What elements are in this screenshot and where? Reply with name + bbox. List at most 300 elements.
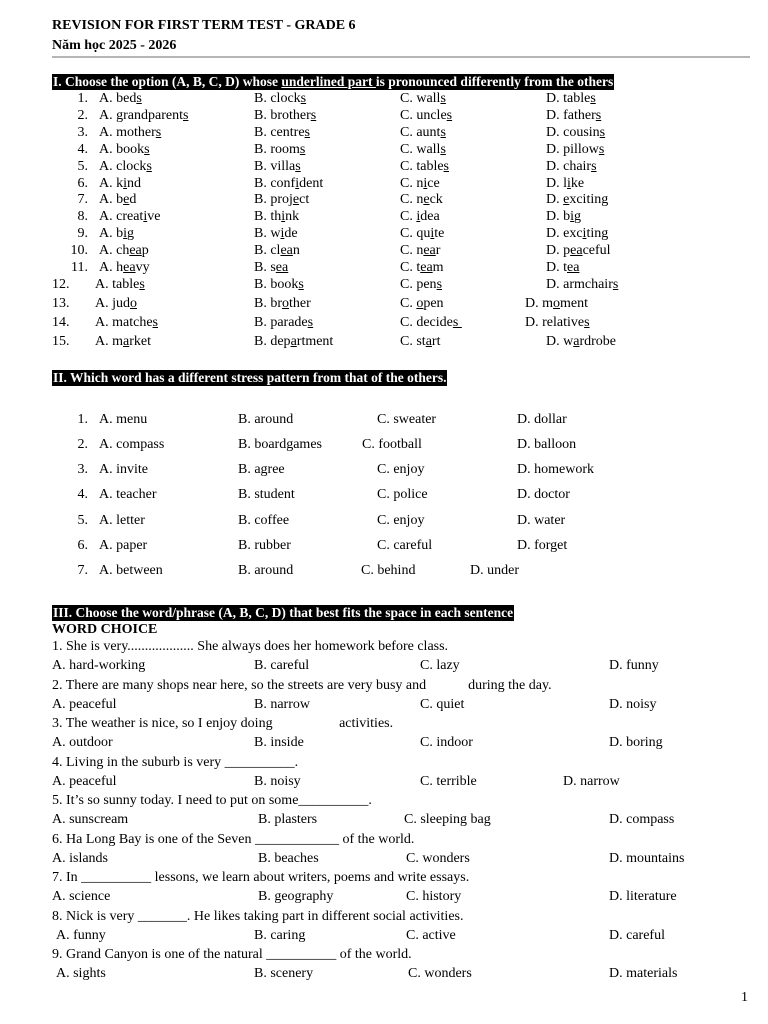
underlined-part: i (416, 209, 421, 224)
answer-option: C. terrible (420, 774, 477, 789)
answer-option: A. compass (99, 437, 165, 452)
answer-option (546, 225, 608, 242)
option-text: A. mother (99, 125, 156, 140)
underlined-part: ea (280, 243, 293, 258)
option-text-rest: ment (560, 296, 588, 311)
answer-option: B. coffee (238, 513, 290, 528)
option-text: A. b (99, 192, 124, 207)
underlined-part: s (295, 159, 301, 174)
answer-option (400, 175, 440, 192)
question-number: 1. (77, 91, 88, 106)
answer-option: C. lazy (420, 658, 460, 673)
option-text: C. n (400, 176, 424, 191)
answer-option: A. letter (99, 513, 145, 528)
question-number: 13. (52, 296, 70, 311)
option-text: D. p (546, 243, 571, 258)
answer-option: A. sights (56, 966, 106, 981)
option-text: C. st (400, 334, 426, 349)
question-number: 7. (77, 563, 88, 578)
answer-option: B. inside (254, 735, 304, 750)
answer-option (400, 191, 443, 208)
answer-option: D. funny (609, 658, 659, 673)
option-text-rest: ce (427, 176, 440, 191)
answer-option: D. dollar (517, 412, 567, 427)
question-row (0, 208, 768, 225)
question-row (0, 191, 768, 208)
answer-option (254, 191, 309, 208)
underlined-part: e (563, 192, 570, 207)
answer-option (400, 141, 446, 158)
answer-option: A. paper (99, 538, 148, 553)
answer-option (254, 175, 323, 192)
question-number: 1. (77, 412, 88, 427)
answer-option (99, 158, 152, 175)
question-row (0, 124, 768, 141)
option-text: B. conf (254, 176, 296, 191)
answer-option: A. between (99, 563, 163, 578)
sentence: 1. She is very................... She always does her homework before class. (52, 639, 449, 654)
option-text-rest: p (141, 243, 149, 258)
answer-option: B. caring (254, 928, 306, 943)
option-text: B. villa (254, 159, 296, 174)
option-text: D. armchair (546, 277, 613, 292)
question-number: 4. (77, 487, 88, 502)
underlined-part: s (146, 159, 152, 174)
underlined-part: s (612, 277, 619, 292)
option-text-rest: dea (420, 209, 440, 224)
question-number: 6. (77, 176, 88, 191)
option-text: A. creat (99, 209, 144, 224)
answer-option: B. agree (238, 462, 285, 477)
section-2-title: II. Which word has a different stress pattern from that of the others. (53, 370, 447, 385)
underlined-part: i (123, 226, 128, 241)
answer-option: C. enjoy (377, 513, 425, 528)
question-number: 11. (71, 260, 88, 275)
underlined-part: ea (420, 260, 433, 275)
option-text: C. aunt (400, 125, 441, 140)
answer-option (546, 124, 605, 141)
underlined-part: s (440, 91, 446, 106)
underlined-part: a (123, 334, 130, 349)
answer-option (546, 158, 597, 175)
answer-option: B. noisy (254, 774, 301, 789)
answer-option: A. peaceful (52, 697, 117, 712)
option-text-rest: ck (429, 192, 443, 207)
option-text-rest: dent (299, 176, 324, 191)
option-text: B. room (254, 142, 300, 157)
page-number: 1 (741, 990, 748, 1005)
question-number: 8. (77, 209, 88, 224)
answer-option: D. homework (517, 462, 594, 477)
underlined-part: e (423, 192, 430, 207)
answer-option (525, 295, 588, 312)
answer-option: A. sunscream (52, 812, 129, 827)
option-text: C. (400, 209, 417, 224)
answer-option (546, 175, 584, 192)
underlined-part: s (299, 142, 306, 157)
answer-option (546, 90, 596, 107)
stress-question-row (0, 461, 768, 478)
question-number: 3. (77, 125, 88, 140)
answer-option (95, 333, 151, 350)
underlined-part: s (155, 125, 162, 140)
question-number: 7. (77, 192, 88, 207)
option-text: B. parade (254, 315, 308, 330)
underlined-part: i (582, 226, 587, 241)
option-text: D. m (525, 296, 553, 311)
underlined-part: s (152, 315, 158, 330)
sentence: 9. Grand Canyon is one of the natural __________ of the world. (52, 947, 412, 962)
question-row (0, 175, 768, 192)
option-text: A. b (99, 226, 124, 241)
option-text-rest: rtment (296, 334, 334, 349)
underlined-part: s (136, 91, 142, 106)
option-text: D. pillow (546, 142, 599, 157)
underlined-part: s (307, 315, 314, 330)
answer-option (546, 333, 616, 350)
option-text: A. jud (95, 296, 130, 311)
answer-option: A. funny (56, 928, 106, 943)
question-number: 4. (77, 142, 88, 157)
answer-option: A. hard-working (52, 658, 146, 673)
option-text: A. m (95, 334, 123, 349)
answer-option (400, 124, 446, 141)
answer-option (99, 208, 160, 225)
answer-option (400, 208, 440, 225)
option-text: D. exc (546, 226, 583, 241)
sentence: 2. There are many shops near here, so the streets are very busy and during the day. (52, 678, 552, 693)
answer-option (254, 295, 311, 312)
answer-row (0, 657, 768, 674)
answer-option (400, 276, 442, 293)
underlined-part: o (130, 296, 137, 311)
document-title: REVISION FOR FIRST TERM TEST - GRADE 6 (52, 18, 356, 33)
underlined-part: s (139, 277, 145, 292)
answer-option (546, 107, 601, 124)
option-text-rest: nk (285, 209, 300, 224)
stress-question-row (0, 436, 768, 453)
option-text: A. book (99, 142, 145, 157)
answer-option (99, 225, 134, 242)
option-text-rest: ther (289, 296, 311, 311)
option-text-rest: xciting (569, 192, 609, 207)
option-text-rest: te (434, 226, 445, 241)
underlined-part: ea (123, 260, 136, 275)
option-text-rest: pen (423, 296, 444, 311)
answer-option (95, 295, 137, 312)
answer-option (99, 242, 149, 259)
option-text-rest: rt (431, 334, 441, 349)
option-text: B. proj (254, 192, 293, 207)
option-text: D. chair (546, 159, 592, 174)
option-text: D. l (546, 176, 567, 191)
option-text-rest: vy (135, 260, 150, 275)
option-text: D. father (546, 108, 596, 123)
question-row (0, 295, 768, 312)
answer-row (0, 888, 768, 905)
underlined-part: o (416, 296, 424, 311)
underlined-part: s (446, 108, 453, 123)
answer-option: C. active (406, 928, 456, 943)
answer-option (254, 124, 310, 141)
option-text: C. pen (400, 277, 437, 292)
underlined-part: o (553, 296, 560, 311)
sentence: 5. It’s so sunny today. I need to put on some__________. (52, 793, 372, 808)
sentence: 3. The weather is nice, so I enjoy doing activities. (52, 716, 394, 731)
question-row (0, 225, 768, 242)
answer-option: D. balloon (517, 437, 577, 452)
answer-option (400, 242, 440, 259)
option-text-rest: m (432, 260, 444, 275)
option-text: A. bed (99, 91, 137, 106)
option-text-rest: r (435, 243, 441, 258)
underlined-part: a (425, 334, 432, 349)
answer-option: B. beaches (258, 851, 319, 866)
answer-option (254, 107, 316, 124)
answer-option (546, 191, 608, 208)
answer-option (99, 107, 188, 124)
option-text-rest: d (129, 192, 137, 207)
option-text-rest: g (127, 226, 135, 241)
sentence: 7. In __________ lessons, we learn about writers, poems and write essays. (52, 870, 470, 885)
answer-option: B. rubber (238, 538, 291, 553)
option-text: B. br (254, 296, 282, 311)
answer-option: D. noisy (609, 697, 657, 712)
option-text: B. dep (254, 334, 291, 349)
answer-row (0, 811, 768, 828)
stress-question-row (0, 537, 768, 554)
answer-option: C. behind (361, 563, 416, 578)
answer-option (400, 314, 462, 331)
underlined-part: s (310, 108, 317, 123)
option-text: D. cousin (546, 125, 600, 140)
option-text: D. table (546, 91, 591, 106)
question-row (0, 259, 768, 276)
option-text: A. h (99, 260, 124, 275)
underlined-part: i (280, 226, 285, 241)
question-number: 6. (77, 538, 88, 553)
answer-option: D. materials (609, 966, 678, 981)
header-divider (52, 56, 750, 58)
underlined-part: i (281, 209, 286, 224)
option-text: C. (400, 296, 417, 311)
answer-option (546, 242, 611, 259)
option-text: A. matche (95, 315, 153, 330)
option-text-rest: rdrobe (579, 334, 616, 349)
option-text: C. t (400, 260, 421, 275)
option-text: D. w (546, 334, 574, 349)
answer-option (254, 333, 333, 350)
option-text: C. n (400, 192, 424, 207)
sentence: 8. Nick is very _______. He likes taking part in different social activities. (52, 909, 464, 924)
section-3-title: III. Choose the word/phrase (A, B, C, D) that best fits the space in each sentence (53, 605, 514, 620)
question-number: 5. (77, 159, 88, 174)
underlined-part: s (598, 142, 605, 157)
option-text-rest: ct (299, 192, 310, 207)
underlined-part: s (304, 125, 310, 140)
word-choice-heading: WORD CHOICE (52, 622, 158, 637)
option-text: A. table (95, 277, 140, 292)
option-text: B. cl (254, 243, 281, 258)
answer-option (546, 208, 581, 225)
answer-option (254, 276, 304, 293)
answer-row (0, 850, 768, 867)
answer-row (0, 927, 768, 944)
underlined-part: s (595, 108, 602, 123)
option-text: A. clock (99, 159, 147, 174)
question-number: 2. (77, 437, 88, 452)
answer-option: D. compass (609, 812, 675, 827)
stress-question-row (0, 512, 768, 529)
underlined-part: s (590, 91, 596, 106)
answer-option: C. history (406, 889, 462, 904)
answer-option (254, 259, 288, 276)
underlined-part: ea (567, 260, 580, 275)
answer-option: D. mountains (609, 851, 685, 866)
answer-option: B. around (238, 563, 294, 578)
answer-option (546, 276, 618, 293)
question-row (0, 242, 768, 259)
option-text-rest: rket (129, 334, 151, 349)
stress-question-row (0, 411, 768, 428)
answer-option (254, 314, 313, 331)
option-text: B. clock (254, 91, 301, 106)
question-number: 9. (77, 226, 88, 241)
answer-row (0, 734, 768, 751)
option-text: B. w (254, 226, 281, 241)
stress-question-row (0, 486, 768, 503)
answer-option: D. narrow (563, 774, 620, 789)
sentence: 4. Living in the suburb is very __________. (52, 755, 299, 770)
underlined-part: s (298, 277, 304, 292)
underlined-part: i (123, 176, 128, 191)
underlined-part: i (423, 176, 428, 191)
question-row (0, 333, 768, 350)
answer-option: D. water (517, 513, 566, 528)
underlined-part: e (123, 192, 130, 207)
answer-option (400, 225, 444, 242)
answer-option: D. literature (609, 889, 677, 904)
answer-option: A. peaceful (52, 774, 117, 789)
option-text: B. brother (254, 108, 311, 123)
answer-option (400, 259, 444, 276)
answer-option: C. careful (377, 538, 433, 553)
underlined-part: i (567, 176, 571, 191)
underlined-part: i (430, 226, 435, 241)
answer-option: D. boring (609, 735, 663, 750)
option-text: C. n (400, 243, 424, 258)
underlined-part: i (570, 209, 575, 224)
answer-option: A. invite (99, 462, 148, 477)
answer-option: C. quiet (420, 697, 465, 712)
answer-option (254, 90, 306, 107)
option-text: B. centre (254, 125, 305, 140)
option-text-rest: de (284, 226, 298, 241)
underlined-part: s (443, 159, 449, 174)
answer-option (546, 259, 579, 276)
answer-option (400, 333, 440, 350)
question-number: 3. (77, 462, 88, 477)
underlined-part: s (300, 91, 307, 106)
option-text: B. th (254, 209, 282, 224)
option-text: A. ch (99, 243, 130, 258)
answer-option (546, 141, 604, 158)
question-row (0, 141, 768, 158)
answer-option: D. under (470, 563, 519, 578)
answer-option: B. boardgames (238, 437, 322, 452)
underlined-part: s (599, 125, 606, 140)
answer-option: B. around (238, 412, 294, 427)
underlined-part: s (436, 277, 443, 292)
question-number: 2. (77, 108, 88, 123)
answer-row (0, 965, 768, 982)
question-row (0, 314, 768, 331)
sentence: 6. Ha Long Bay is one of the Seven ____________ of the world. (52, 832, 415, 847)
option-text-rest: n (292, 243, 300, 258)
answer-option (99, 259, 150, 276)
option-text-rest: ting (586, 226, 609, 241)
question-row (0, 276, 768, 293)
underlined-part: s (440, 125, 446, 140)
question-row (0, 107, 768, 124)
answer-option: C. police (377, 487, 428, 502)
question-row (0, 158, 768, 175)
answer-option (99, 191, 136, 208)
answer-option: D. careful (609, 928, 665, 943)
answer-option (525, 314, 590, 331)
option-text-rest: ke (570, 176, 585, 191)
option-text: B. book (254, 277, 299, 292)
answer-option (400, 107, 452, 124)
option-text: D. relative (525, 315, 585, 330)
answer-option (400, 90, 446, 107)
answer-option (99, 124, 161, 141)
option-text: C. wall (400, 142, 441, 157)
school-year: Năm học 2025 - 2026 (52, 38, 177, 53)
stress-question-row (0, 562, 768, 579)
answer-row (0, 773, 768, 790)
answer-row (0, 696, 768, 713)
underlined-part: ea (570, 243, 583, 258)
section-1-title: I. Choose the option (A, B, C, D) whose underlined part is pronounced differently from the others (53, 74, 614, 89)
answer-option (95, 276, 145, 293)
answer-option (99, 141, 150, 158)
option-text: A. k (99, 176, 124, 191)
underlined-part: ea (275, 260, 289, 275)
answer-option (400, 295, 444, 312)
answer-option (99, 175, 141, 192)
question-row (0, 90, 768, 107)
option-text-rest: nd (127, 176, 142, 191)
answer-option (254, 225, 298, 242)
answer-option (95, 314, 158, 331)
answer-option: C. football (362, 437, 422, 452)
option-text-rest: ceful (582, 243, 611, 258)
underlined-part: i (143, 209, 148, 224)
answer-option: C. wonders (406, 851, 470, 866)
option-text: C. table (400, 159, 444, 174)
answer-option: C. wonders (408, 966, 472, 981)
underlined-part: s (452, 315, 462, 330)
underlined-part: s (591, 159, 597, 174)
answer-option (254, 158, 301, 175)
option-text: B. s (254, 260, 276, 275)
answer-option: D. doctor (517, 487, 570, 502)
answer-option: B. geography (258, 889, 334, 904)
underlined-part: s (584, 315, 590, 330)
underlined-part: a (290, 334, 297, 349)
answer-option (254, 242, 300, 259)
